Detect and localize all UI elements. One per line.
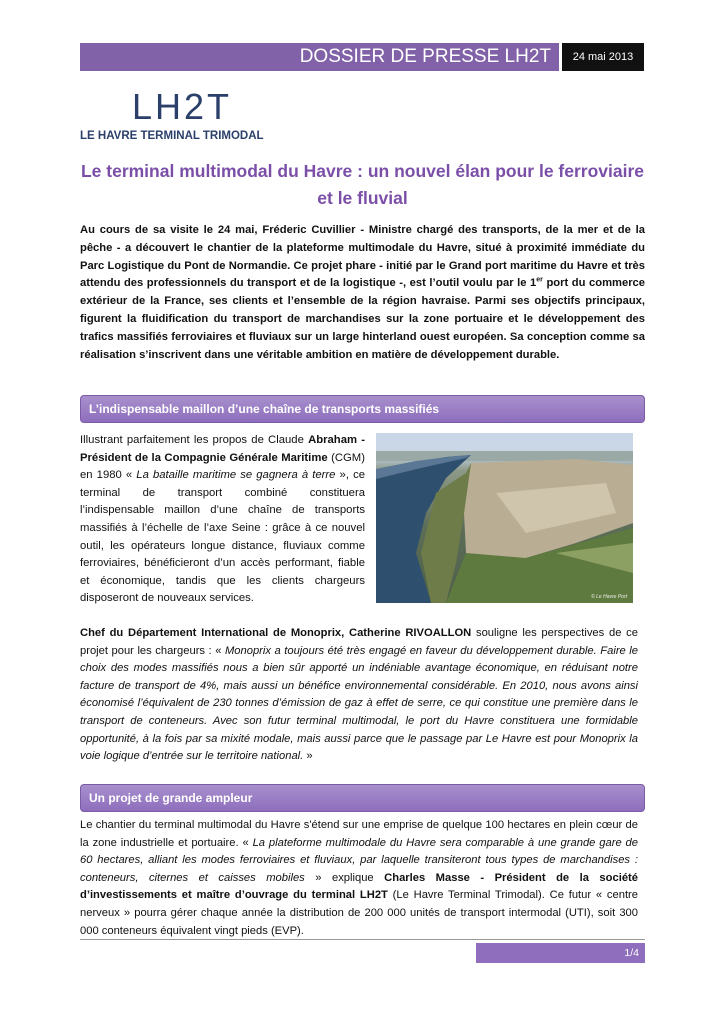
para3-text-1: Le chantier du terminal multimodal du Havre s'étend sur une emprise de quelque 100 hectares en plein cœur de la zone industrielle et portuaire. « — [80, 819, 638, 849]
col-bold: Abraham - Président de la Compagnie Générale Maritime — [80, 434, 365, 464]
logo: LH2T — [132, 86, 233, 127]
header-title: DOSSIER DE PRESSE LH2T — [80, 43, 559, 71]
page-number: 1/4 — [476, 943, 645, 963]
para2-quote: Monoprix a toujours été très engagé en faveur du développement durable. Faire le choix des modes massifiés nous a bien sûr apporté un indéniable avantage économique, en réduisant notre facture de transport de 4%, mais aussi un bénéfice environnemental considérable. En 2010, nous avons ainsi économisé l’équivalent de 230 tonnes d’émission de gaz à effet de serre, ce qui constitue une première dans le transport de conteneurs. Avec son futur terminal multimodal, le port du Havre constituera une formidable opportunité, à la fois par sa mixité modale, mais aussi parce que le passage par Le Havre est pour Monoprix la voie logique d’entrée sur le territoire national. — [80, 644, 639, 763]
col-text-1: Illustrant parfaitement les propos de Claude — [80, 434, 309, 446]
intro-text-2: port du commerce extérieur de la France, ses clients et l’ensemble de la région havraise. Parmi ses objectifs principaux, figurent la fluidification du transport de marchandises sur la zone portuaire et le développement des trafics massifiés ferroviaires et fluviaux sur un large hinterland ouest européen. Sa conception comme sa réalisation s’inscrivent dans une véritable ambition en matière de développement durable. — [80, 277, 645, 361]
para2-end: » — [303, 750, 313, 763]
intro-text-1: Au cours de sa visite le 24 mai, Fréderic Cuvillier - Ministre chargé des transports, de la mer et de la pêche - a découvert le chantier de la plateforme multimodale du Havre, situé à proximité immédiate du Parc Logistique du Pont de Normandie. Ce projet phare - initié par le Grand port maritime du Havre et très attendu des professionnels du transport et de la logistique -, est l’outil voulu par le 1 — [80, 224, 645, 290]
footer-divider — [80, 939, 645, 940]
intro-paragraph — [80, 222, 645, 364]
monoprix-paragraph — [80, 625, 638, 766]
header-date: 24 mai 2013 — [562, 43, 644, 71]
section-heading-1: L’indispensable maillon d’une chaîne de transports massifiés — [80, 395, 645, 423]
para3-text-2: » explique — [304, 871, 385, 884]
section1-column-text — [80, 432, 365, 608]
para3-quote: La plateforme multimodale du Havre sera comparable à une grande gare de 60 hectares, alliant les modes ferroviaires et fluviaux, par laquelle transiteront tous types de marchandises : conteneurs, citernes et caisses mobiles — [80, 836, 638, 884]
para2-bold: Chef du Département International de Monoprix, Catherine RIVOALLON — [80, 627, 472, 639]
section-heading-2: Un projet de grande ampleur — [80, 784, 645, 812]
col-quote: La bataille maritime se gagnera à terre — [136, 469, 336, 482]
col-text-3: », ce terminal de transport combiné constituera l’indispensable maillon d’une chaîne de transports massifiés à l’échelle de l’axe Seine : grâce à ce nouvel outil, les opérateurs longue distance, fluviaux comme ferroviaires, bénéficieront d’un accès performant, fiable et économique, tandis que les clients chargeurs disposeront de nouveaux services. — [80, 469, 366, 605]
col-text-2: (CGM) en 1980 « — [80, 451, 365, 482]
para3-text-3: (Le Havre Terminal Trimodal). Ce futur « centre nerveux » pourra gérer chaque année la distribution de 200 000 unités de transport intermodal (UTI), soit 300 000 conteneurs équivalent vingt pieds (EVP). — [80, 889, 638, 937]
logo-subtitle: LE HAVRE TERMINAL TRIMODAL — [80, 130, 264, 142]
project-paragraph — [80, 817, 638, 940]
photo-credit: © Le Havre Port — [591, 594, 627, 600]
para3-bold: Charles Masse - Président de la société d’investissements et maître d’ouvrage du terminal LH2T — [80, 871, 638, 902]
document-title: Le terminal multimodal du Havre : un nouvel élan pour le ferroviaire et le fluvial — [80, 161, 645, 208]
intro-superscript: er — [536, 276, 543, 284]
river-illustration — [376, 433, 633, 603]
para2-text: souligne les perspectives de ce projet pour les chargeurs : « — [80, 627, 638, 657]
aerial-photo — [376, 433, 633, 603]
